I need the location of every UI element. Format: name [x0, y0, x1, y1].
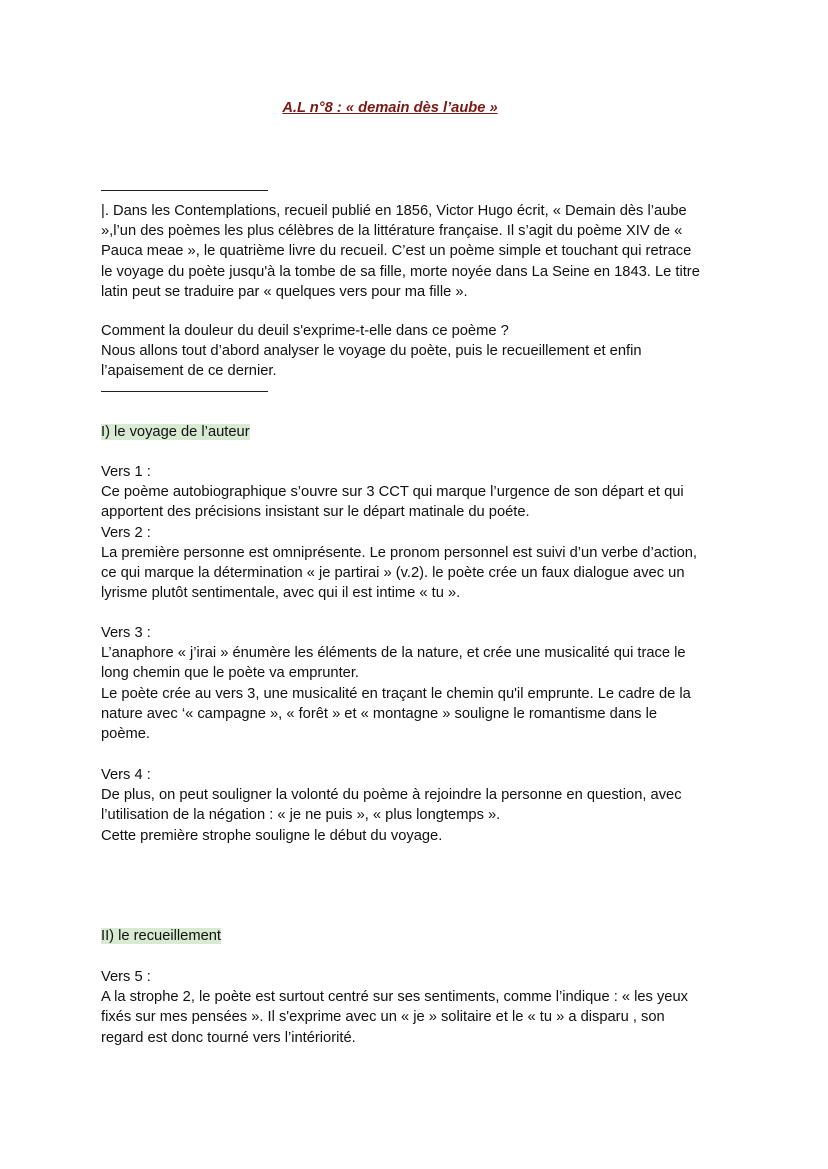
text-line: fixés sur mes pensées ». Il s'exprime avec un « je » solitaire et le « tu » a disparu , son: [101, 1009, 665, 1026]
text-line: long chemin que le poète va emprunter.: [101, 665, 360, 682]
problematique-paragraph: [101, 321, 741, 382]
text-line: Pauca meae », le quatrième livre du recueil. C’est un poème simple et touchant qui retrace: [101, 243, 692, 260]
text-line: Vers 2 :: [101, 524, 151, 541]
text-line: La première personne est omniprésente. Le pronom personnel est suivi d’un verbe d’action,: [101, 544, 698, 561]
text-line: »,l’un des poèmes les plus célèbres de la littérature française. Il s’agit du poème XIV de «: [101, 223, 683, 240]
vers-5-paragraph: [101, 967, 741, 1048]
document-title: A.L n°8 : « demain dès l’aube »: [282, 100, 498, 116]
vers-1-2-paragraph: [101, 462, 741, 603]
text-line: Cette première strophe souligne le début du voyage.: [101, 827, 443, 844]
text-line: L’anaphore « j’irai » énumère les éléments de la nature, et crée une musicalité qui trace le: [101, 645, 686, 662]
text-line: lyrisme plutôt sentimentale, avec qui il est intime « tu ».: [101, 585, 461, 602]
text-line: le voyage du poète jusqu'à la tombe de sa fille, morte noyée dans La Seine en 1843. Le titre: [101, 263, 700, 280]
text-line: Vers 4 :: [101, 767, 151, 783]
text-line: Vers 1 :: [101, 464, 151, 480]
text-line: Vers 5 :: [101, 969, 151, 985]
text-line: |. Dans les Contemplations, recueil publié en 1856, Victor Hugo écrit, « Demain dès l’aube: [101, 203, 687, 219]
divider: [101, 391, 268, 392]
text-line: nature avec ‘« campagne », « forêt » et « montagne » souligne le romantisme dans le: [101, 705, 658, 722]
section-heading-2-wrap: [101, 926, 741, 946]
section-heading: I) le voyage de l’auteur: [101, 424, 250, 440]
text-line: A la strophe 2, le poète est surtout centré sur ses sentiments, comme l’indique : « les yeux: [101, 989, 688, 1006]
text-line: apportent des précisions insistant sur le départ matinale du poéte.: [101, 504, 530, 521]
text-line: regard est donc tourné vers l’intériorité.: [101, 1029, 356, 1046]
text-line: ce qui marque la détermination « je partirai » (v.2). le poète crée un faux dialogue avec un: [101, 565, 685, 582]
introduction-paragraph: [101, 201, 741, 302]
text-line: poème.: [101, 726, 150, 743]
text-line: Vers 3 :: [101, 625, 151, 641]
text-line: l’apaisement de ce dernier.: [101, 363, 277, 380]
vers-4-paragraph: [101, 765, 741, 846]
text-line: l’utilisation de la négation : « je ne puis », « plus longtemps ».: [101, 807, 501, 824]
section-heading-1-wrap: [101, 422, 741, 442]
text-line: De plus, on peut souligner la volonté du poème à rejoindre la personne en question, avec: [101, 787, 682, 804]
text-line: latin peut se traduire par « quelques vers pour ma fille ».: [101, 283, 468, 300]
text-line: Ce poème autobiographique s’ouvre sur 3 CCT qui marque l’urgence de son départ et qui: [101, 484, 684, 501]
text-line: Le poète crée au vers 3, une musicalité en traçant le chemin qu'il emprunte. Le cadre de la: [101, 685, 691, 702]
vers-3-paragraph: [101, 623, 741, 744]
divider: [101, 190, 268, 191]
section-heading: II) le recueillement: [101, 928, 221, 944]
text-line: Comment la douleur du deuil s'exprime-t-elle dans ce poème ?: [101, 323, 509, 339]
text-line: Nous allons tout d’abord analyser le voyage du poète, puis le recueillement et enfin: [101, 343, 642, 360]
